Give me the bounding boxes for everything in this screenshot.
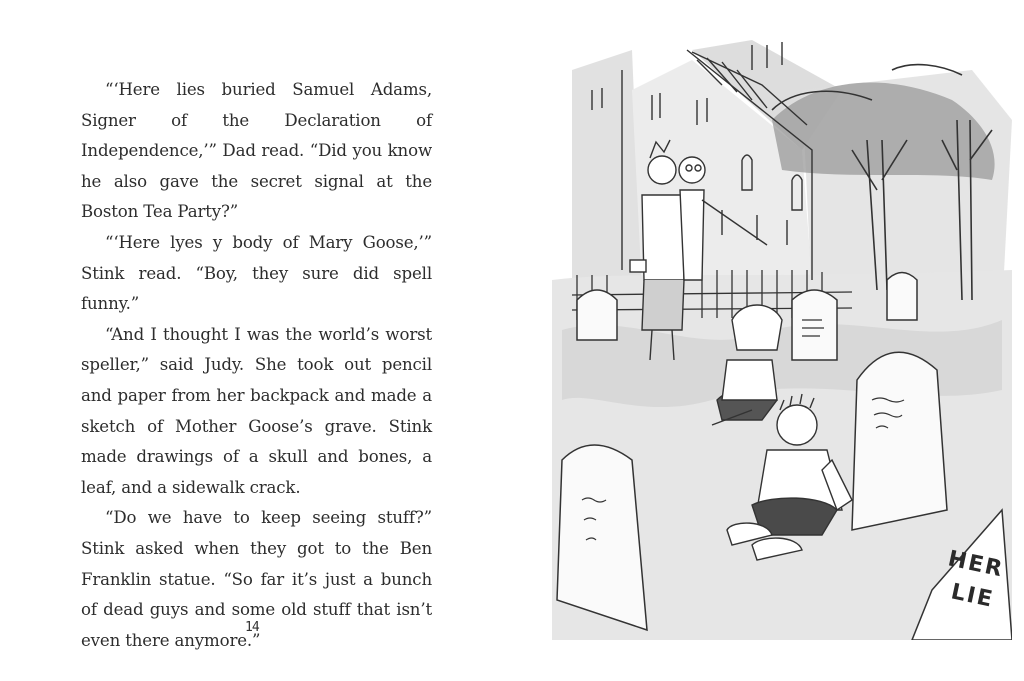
illustration-drawing — [552, 30, 1012, 640]
page-text — [81, 75, 432, 656]
paragraph: “And I thought I was the world’s worst speller,” said Judy. She took out pencil and paper from her backpack and made a sketch of Mother Goose’s grave. Stink made drawings of a skull and bones, a leaf, and a sidewalk crack. — [81, 324, 432, 497]
paragraph: “‘Here lyes y body of Mary Goose,’” Stink read. “Boy, they sure did spell funny.” — [81, 232, 432, 314]
page-number: 14 — [245, 620, 259, 635]
right-page — [512, 0, 1024, 681]
paragraph: “‘Here lies buried Samuel Adams, Signer of the Declaration of Independence,’” Dad read. “Did you know he also gave the secret signal at the Boston Tea Party?” — [81, 80, 432, 222]
graveyard-illustration — [552, 30, 1012, 640]
paragraph: “Do we have to keep seeing stuff?” Stink asked when they got to the Ben Franklin statue. “So far it’s just a bunch of dead guys and some old stuff that isn’t even there anymore.” — [81, 508, 432, 650]
gravestone-lettering-1: HER — [945, 546, 1007, 583]
gravestone-lettering-2: LIE — [948, 579, 997, 613]
